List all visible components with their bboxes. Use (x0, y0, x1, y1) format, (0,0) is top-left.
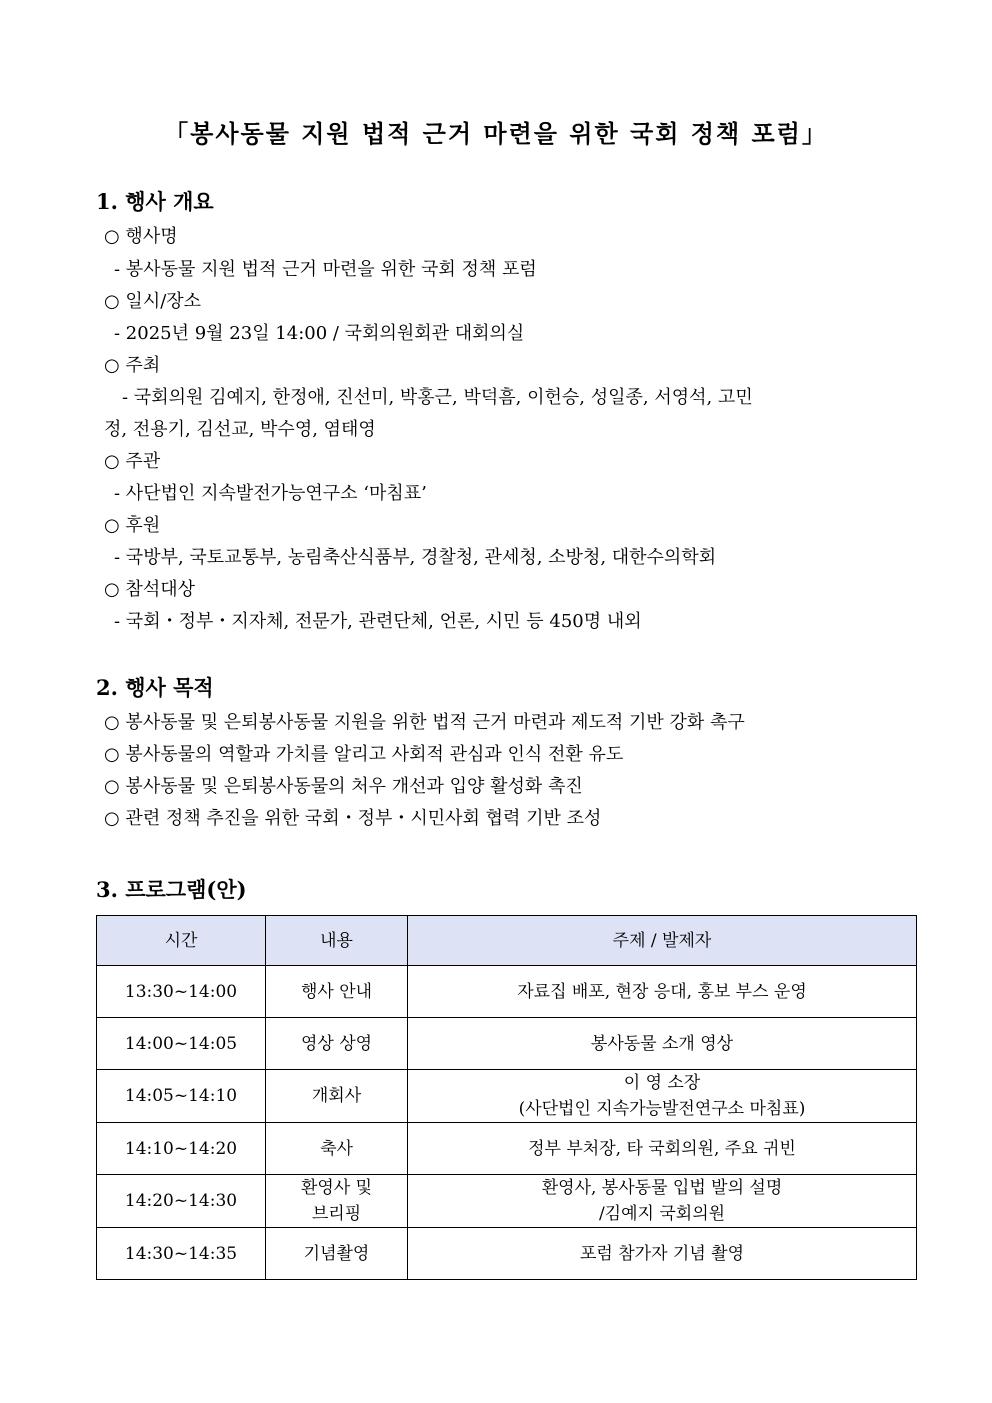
section-heading-purpose: 2. 행사 목적 (96, 675, 214, 700)
cell-content (266, 1070, 408, 1123)
cell-topic (408, 1228, 917, 1280)
document-title: 「봉사동물 지원 법적 근거 마련을 위한 국회 정책 포럼」 (164, 119, 828, 148)
cell-topic (408, 1070, 917, 1123)
cell-content-line: 영상 상영 (300, 1033, 373, 1054)
overview-label-datetime: ○ 일시/장소 (104, 291, 202, 312)
overview-label-sponsor: ○ 후원 (104, 515, 161, 536)
cell-time: 14:00~14:05 (97, 1018, 266, 1070)
overview-label-event-name: ○ 행사명 (104, 226, 178, 247)
table-row (97, 1070, 917, 1123)
cell-topic-line: 포럼 참가자 기념 촬영 (579, 1243, 744, 1264)
cell-topic (408, 1175, 917, 1228)
cell-time: 13:30~14:00 (97, 966, 266, 1018)
purpose-item: ○ 봉사동물 및 은퇴봉사동물 지원을 위한 법적 근거 마련과 제도적 기반 강화 촉구 (104, 712, 745, 733)
cell-topic-line: 이 영 소장 (623, 1073, 701, 1093)
overview-detail-datetime: - 2025년 9월 23일 14:00 / 국회의원회관 대회의실 (114, 323, 525, 344)
program-table (96, 915, 917, 1280)
purpose-item: ○ 봉사동물 및 은퇴봉사동물의 처우 개선과 입양 활성화 촉진 (104, 776, 583, 797)
cell-time: 14:30~14:35 (97, 1228, 266, 1280)
table-row (97, 1018, 917, 1070)
table-row (97, 1175, 917, 1228)
cell-content-line: 개회사 (311, 1086, 362, 1106)
column-header-topic: 주제 / 발제자 (408, 916, 917, 966)
section-heading-program: 3. 프로그램(안) (96, 877, 247, 902)
cell-topic-line: 정부 부처장, 타 국회의원, 주요 귀빈 (528, 1138, 796, 1159)
table-row (97, 1123, 917, 1175)
cell-topic-line: 봉사동물 소개 영상 (590, 1033, 734, 1054)
overview-detail-host-cont: 정, 전용기, 김선교, 박수영, 염태영 (104, 419, 376, 440)
overview-detail-host: - 국회의원 김예지, 한정애, 진선미, 박홍근, 박덕흠, 이헌승, 성일종, 서영석, 고민 (122, 387, 753, 408)
cell-topic-line: 환영사, 봉사동물 입법 발의 설명 (541, 1178, 783, 1198)
cell-content (266, 1175, 408, 1228)
overview-detail-event-name: - 봉사동물 지원 법적 근거 마련을 위한 국회 정책 포럼 (114, 259, 537, 280)
cell-topic-line: /김예지 국회의원 (598, 1204, 726, 1224)
cell-content-line: 환영사 및 (300, 1178, 373, 1198)
cell-time: 14:20~14:30 (97, 1175, 266, 1228)
column-header-content: 내용 (266, 916, 408, 966)
cell-content (266, 1228, 408, 1280)
cell-time: 14:10~14:20 (97, 1123, 266, 1175)
cell-topic (408, 1123, 917, 1175)
section-heading-overview: 1. 행사 개요 (96, 189, 214, 214)
cell-time: 14:05~14:10 (97, 1070, 266, 1123)
cell-topic (408, 966, 917, 1018)
program-table-header-row (97, 916, 917, 966)
cell-content (266, 966, 408, 1018)
cell-content-line: 축사 (320, 1138, 353, 1159)
column-header-time: 시간 (97, 916, 266, 966)
overview-label-attendees: ○ 참석대상 (104, 579, 195, 600)
cell-content-line: 브리핑 (311, 1204, 362, 1224)
overview-label-host: ○ 주최 (104, 355, 161, 376)
cell-topic (408, 1018, 917, 1070)
cell-content-line: 기념촬영 (303, 1243, 370, 1264)
purpose-item: ○ 관련 정책 추진을 위한 국회・정부・시민사회 협력 기반 조성 (104, 808, 602, 829)
purpose-item: ○ 봉사동물의 역할과 가치를 알리고 사회적 관심과 인식 전환 유도 (104, 744, 624, 765)
cell-content (266, 1123, 408, 1175)
cell-topic-line: 자료집 배포, 현장 응대, 홍보 부스 운영 (517, 981, 807, 1002)
cell-content (266, 1018, 408, 1070)
overview-detail-organizer: - 사단법인 지속발전가능연구소 ‘마침표’ (114, 483, 427, 504)
table-row (97, 1228, 917, 1280)
overview-detail-attendees: - 국회・정부・지자체, 전문가, 관련단체, 언론, 시민 등 450명 내외 (114, 611, 642, 632)
table-row (97, 966, 917, 1018)
cell-topic-line: (사단법인 지속가능발전연구소 마침표) (518, 1099, 806, 1119)
overview-detail-sponsor: - 국방부, 국토교통부, 농림축산식품부, 경찰청, 관세청, 소방청, 대한수의학회 (114, 547, 717, 568)
overview-label-organizer: ○ 주관 (104, 451, 161, 472)
cell-content-line: 행사 안내 (300, 981, 373, 1002)
